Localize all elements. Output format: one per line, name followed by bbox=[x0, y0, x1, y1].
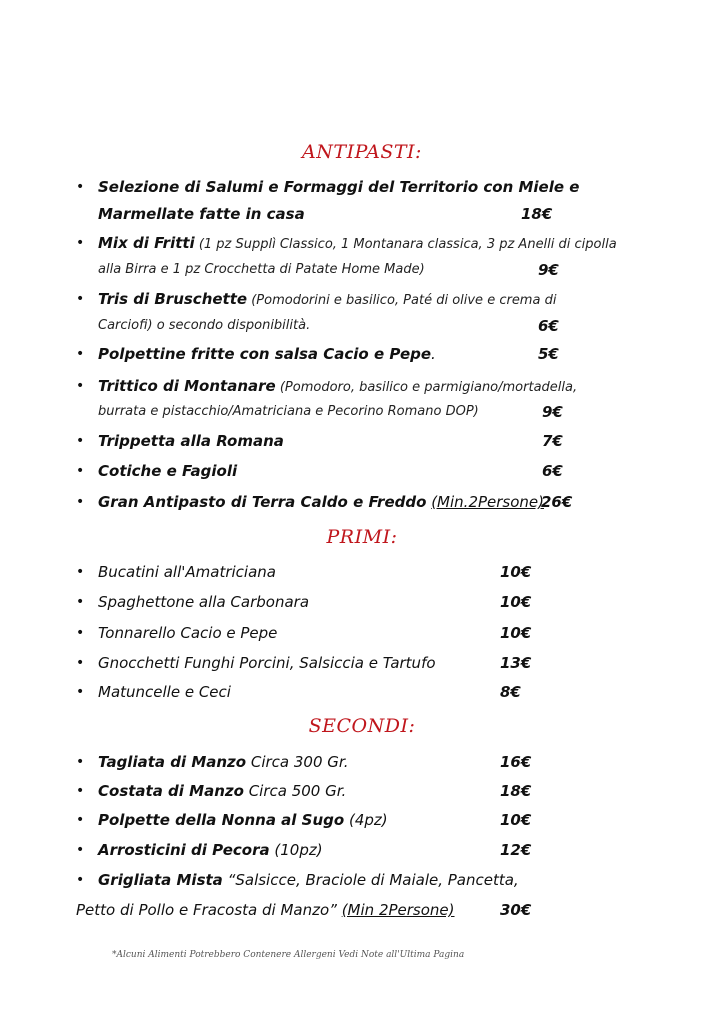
item-name: Tonnarello Cacio e Pepe bbox=[98, 624, 278, 642]
section-title-primi: PRIMI: bbox=[326, 526, 398, 548]
bullet-icon: • bbox=[76, 783, 85, 799]
allergen-footnote: *Alcuni Alimenti Potrebbero Contenere Allergeni Vedi Note all'Ultima Pagina bbox=[112, 950, 465, 960]
item-name-cont: Marmellate fatte in casa bbox=[98, 205, 305, 223]
item-name: Bucatini all'Amatriciana bbox=[98, 563, 276, 581]
menu-item bbox=[0, 231, 724, 255]
item-name: Trittico di Montanare bbox=[98, 377, 276, 395]
item-name: Tris di Bruschette bbox=[98, 290, 248, 308]
item-description-cont: alla Birra e 1 pz Crocchetta di Patate Home Made) bbox=[98, 262, 425, 277]
menu-item-cont bbox=[0, 258, 724, 282]
menu-item bbox=[0, 287, 724, 311]
item-price: 6€ bbox=[542, 462, 563, 480]
section-title-antipasti: ANTIPASTI: bbox=[302, 141, 422, 163]
menu-item bbox=[0, 779, 724, 803]
item-name: Polpette della Nonna al Sugo bbox=[98, 811, 345, 829]
item-note: (Min.2Persone) bbox=[431, 493, 545, 511]
item-description-cont: burrata e pistacchio/Amatriciana e Pecorino Romano DOP) bbox=[98, 404, 479, 419]
item-name: Tagliata di Manzo bbox=[98, 753, 247, 771]
menu-item bbox=[0, 838, 724, 862]
bullet-icon: • bbox=[76, 754, 85, 770]
bullet-icon: • bbox=[76, 625, 85, 641]
bullet-icon: • bbox=[76, 346, 85, 362]
menu-item bbox=[0, 651, 724, 675]
item-price: 10€ bbox=[500, 593, 532, 611]
menu-item bbox=[0, 175, 724, 199]
item-description: (Pomodorini e basilico, Paté di olive e crema di bbox=[247, 293, 557, 308]
item-name: Costata di Manzo bbox=[98, 782, 244, 800]
item-description: Circa 300 Gr. bbox=[246, 753, 349, 771]
item-name: Spaghettone alla Carbonara bbox=[98, 593, 310, 611]
bullet-icon: • bbox=[76, 494, 85, 510]
menu-item bbox=[0, 808, 724, 832]
item-description-cont: Petto di Pollo e Fracosta di Manzo” bbox=[76, 901, 342, 919]
item-name: Arrosticini di Pecora bbox=[98, 841, 270, 859]
menu-item-cont bbox=[0, 202, 724, 226]
item-description: (1 pz Supplì Classico, 1 Montanara classica, 3 pz Anelli di cipolla bbox=[194, 237, 617, 252]
bullet-icon: • bbox=[76, 842, 85, 858]
item-price: 10€ bbox=[500, 811, 532, 829]
item-price: 10€ bbox=[500, 624, 532, 642]
menu-item-cont bbox=[0, 898, 724, 922]
item-price: 7€ bbox=[542, 432, 563, 450]
bullet-icon: • bbox=[76, 433, 85, 449]
item-name: Gran Antipasto di Terra Caldo e Freddo bbox=[98, 493, 427, 511]
bullet-icon: • bbox=[76, 684, 85, 700]
item-description: (4pz) bbox=[344, 811, 388, 829]
item-name: Cotiche e Fagioli bbox=[98, 462, 238, 480]
bullet-icon: • bbox=[76, 594, 85, 610]
item-name: Gnocchetti Funghi Porcini, Salsiccia e Tartufo bbox=[98, 654, 436, 672]
item-price: 12€ bbox=[500, 841, 532, 859]
menu-item bbox=[0, 490, 724, 514]
menu-item bbox=[0, 868, 724, 892]
bullet-icon: • bbox=[76, 463, 85, 479]
item-name: Mix di Fritti bbox=[98, 234, 195, 252]
bullet-icon: • bbox=[76, 812, 85, 828]
item-price: 18€ bbox=[521, 205, 553, 223]
bullet-icon: • bbox=[76, 655, 85, 671]
menu-item bbox=[0, 590, 724, 614]
item-description: Circa 500 Gr. bbox=[243, 782, 347, 800]
menu-item bbox=[0, 750, 724, 774]
item-description: (Pomodoro, basilico e parmigiano/mortadella, bbox=[275, 380, 578, 395]
bullet-icon: • bbox=[76, 564, 85, 580]
item-name: Selezione di Salumi e Formaggi del Territorio con Miele e bbox=[98, 178, 580, 196]
item-price: 10€ bbox=[500, 563, 532, 581]
bullet-icon: • bbox=[76, 179, 85, 195]
item-name: Matuncelle e Ceci bbox=[98, 683, 231, 701]
item-price: 8€ bbox=[500, 683, 521, 701]
bullet-icon: • bbox=[76, 235, 85, 251]
item-price: 6€ bbox=[538, 317, 559, 335]
item-name: Polpettine fritte con salsa Cacio e Pepe bbox=[98, 345, 432, 363]
item-description-cont: Carciofi) o secondo disponibilità. bbox=[98, 318, 311, 333]
item-price: 18€ bbox=[500, 782, 532, 800]
bullet-icon: • bbox=[76, 872, 85, 888]
menu-item-cont bbox=[0, 314, 724, 338]
menu-item bbox=[0, 560, 724, 584]
menu-item-cont bbox=[0, 400, 724, 424]
menu-item: • Polpettine fritte con salsa Cacio e Pepe. 5€ bbox=[0, 342, 724, 366]
menu-item bbox=[0, 429, 724, 453]
menu-item bbox=[0, 621, 724, 645]
bullet-icon: • bbox=[76, 291, 85, 307]
item-price: 26€ bbox=[541, 493, 573, 511]
item-price: 5€ bbox=[538, 345, 559, 363]
item-price: 13€ bbox=[500, 654, 532, 672]
menu-item bbox=[0, 459, 724, 483]
menu-item bbox=[0, 680, 724, 704]
bullet-icon: • bbox=[76, 378, 85, 394]
item-name: Trippetta alla Romana bbox=[98, 432, 284, 450]
item-note: (Min 2Persone) bbox=[341, 901, 455, 919]
item-name: Grigliata Mista bbox=[98, 871, 223, 889]
item-description: (10pz) bbox=[269, 841, 323, 859]
item-price: 9€ bbox=[542, 403, 563, 421]
item-description: “Salsicce, Braciole di Maiale, Pancetta, bbox=[222, 871, 519, 889]
section-title-secondi: SECONDI: bbox=[308, 715, 416, 737]
item-price: 9€ bbox=[538, 261, 559, 279]
menu-item bbox=[0, 374, 724, 398]
item-price: 16€ bbox=[500, 753, 532, 771]
item-price: 30€ bbox=[500, 901, 532, 919]
